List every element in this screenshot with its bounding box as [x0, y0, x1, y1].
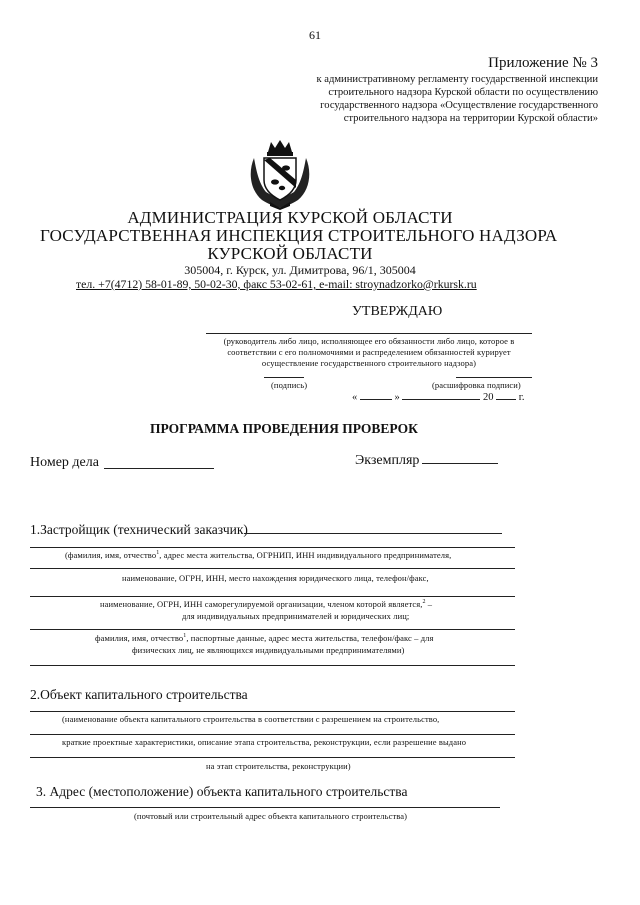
footnote-mark: 1: [183, 633, 187, 640]
case-number-label: Номер дела: [30, 455, 99, 470]
decode-label: (расшифровка подписи): [432, 380, 521, 390]
date-year-prefix: 20: [483, 392, 494, 403]
organization-contacts: тел. +7(4712) 58-01-89, 50-02-30, факс 53-02-61, e-mail: stroynadzorko@rkursk.ru: [76, 277, 477, 291]
section2-line[interactable]: [30, 734, 515, 735]
footnote-mark: 1: [156, 550, 160, 557]
organization-inspection: ГОСУДАРСТВЕННАЯ ИНСПЕКЦИЯ СТРОИТЕЛЬНОГО НАДЗОРА: [40, 226, 558, 245]
approver-line: [206, 333, 532, 334]
section1-hint: [100, 599, 432, 609]
section1-line[interactable]: [30, 629, 515, 630]
section1-hint-part: , адрес места жительства, ОГРНИП, ИНН индивидуального предпринимателя,: [159, 550, 452, 560]
signature-label: (подпись): [271, 380, 308, 390]
section2-hint: на этап строительства, реконструкции): [206, 761, 351, 771]
signature-line: [264, 377, 304, 378]
decode-line: [456, 377, 532, 378]
section3-hint: (почтовый или строительный адрес объекта капитального строительства): [134, 811, 408, 821]
section2-hint: краткие проектные характеристики, описание этапа строительства, реконструкции, если разрешение выдано: [62, 737, 467, 747]
section1-line[interactable]: [30, 547, 515, 548]
section1-hint-part: наименование, ОГРН, ИНН саморегулируемой организации, членом которой является,: [100, 599, 423, 609]
appendix-title: Приложение № 3: [488, 55, 598, 71]
section1-field[interactable]: [244, 533, 502, 534]
case-number-field[interactable]: [104, 468, 214, 469]
organization-address: 305004, г. Курск, ул. Димитрова, 96/1, 305004: [184, 263, 416, 277]
section1-line[interactable]: [30, 596, 515, 597]
date-open-quote: «: [352, 392, 358, 403]
appendix-text: [316, 73, 598, 125]
approver-hint-line: соответствии с его полномочиями и распределением обязанностей курирует: [227, 347, 511, 357]
copy-label: Экземпляр: [355, 453, 420, 468]
section1-hint: наименование, ОГРН, ИНН, место нахождения юридического лица, телефон/факс,: [122, 573, 429, 583]
section1-label: 1.Застройщик (технический заказчик): [30, 522, 248, 537]
organization-name: АДМИНИСТРАЦИЯ КУРСКОЙ ОБЛАСТИ: [127, 208, 453, 227]
footnote-mark: 2: [422, 599, 426, 606]
appendix-line: строительного надзора Курской области по осуществлению: [328, 87, 598, 98]
section1-hint-part: фамилия, имя, отчество: [95, 633, 184, 643]
date-month-field[interactable]: [402, 399, 480, 400]
page-number: 61: [309, 28, 321, 42]
section1-hint-part: –: [425, 599, 433, 609]
section3-label: 3. Адрес (местоположение) объекта капитального строительства: [36, 784, 408, 799]
approver-hint: [200, 336, 538, 369]
approver-hint-line: (руководитель либо лицо, исполняющее его обязанности либо лицо, которое в: [223, 336, 515, 346]
date-suffix: г.: [518, 392, 525, 403]
section3-line[interactable]: [30, 807, 500, 808]
kursk-coat-of-arms-icon: [246, 138, 314, 210]
organization-region: КУРСКОЙ ОБЛАСТИ: [207, 244, 373, 263]
date-close-quote: »: [394, 392, 400, 403]
appendix-line: к административному регламенту государственной инспекции: [316, 74, 598, 85]
date-year-field[interactable]: [496, 399, 516, 400]
section2-line[interactable]: [30, 757, 515, 758]
section1-hint: для индивидуальных предпринимателей и юридических лиц;: [182, 611, 410, 621]
section2-label: 2.Объект капитального строительства: [30, 687, 248, 702]
section1-line[interactable]: [30, 568, 515, 569]
section1-hint-part: , паспортные данные, адрес места жительства, телефон/факс – для: [186, 633, 434, 643]
approve-title: УТВЕРЖДАЮ: [352, 304, 443, 319]
section1-hint: [95, 633, 433, 643]
section1-hint: физических лиц, не являющихся индивидуальными предпринимателями): [132, 645, 405, 655]
section2-hint: (наименование объекта капитального строительства в соответствии с разрешением на строительство,: [62, 714, 440, 724]
appendix-line: строительного надзора на территории Курской области»: [343, 113, 598, 124]
program-title: ПРОГРАММА ПРОВЕДЕНИЯ ПРОВЕРОК: [150, 421, 418, 436]
section1-hint-part: (фамилия, имя, отчество: [65, 550, 157, 560]
date-day-field[interactable]: [360, 399, 392, 400]
approve-date: [352, 392, 525, 403]
section1-line[interactable]: [30, 665, 515, 666]
section2-line[interactable]: [30, 711, 515, 712]
appendix-line: государственного надзора «Осуществление государственного: [320, 100, 598, 111]
copy-field[interactable]: [422, 463, 498, 464]
approver-hint-line: осуществление государственного строительного надзора): [261, 358, 477, 368]
section1-hint: [65, 550, 451, 560]
